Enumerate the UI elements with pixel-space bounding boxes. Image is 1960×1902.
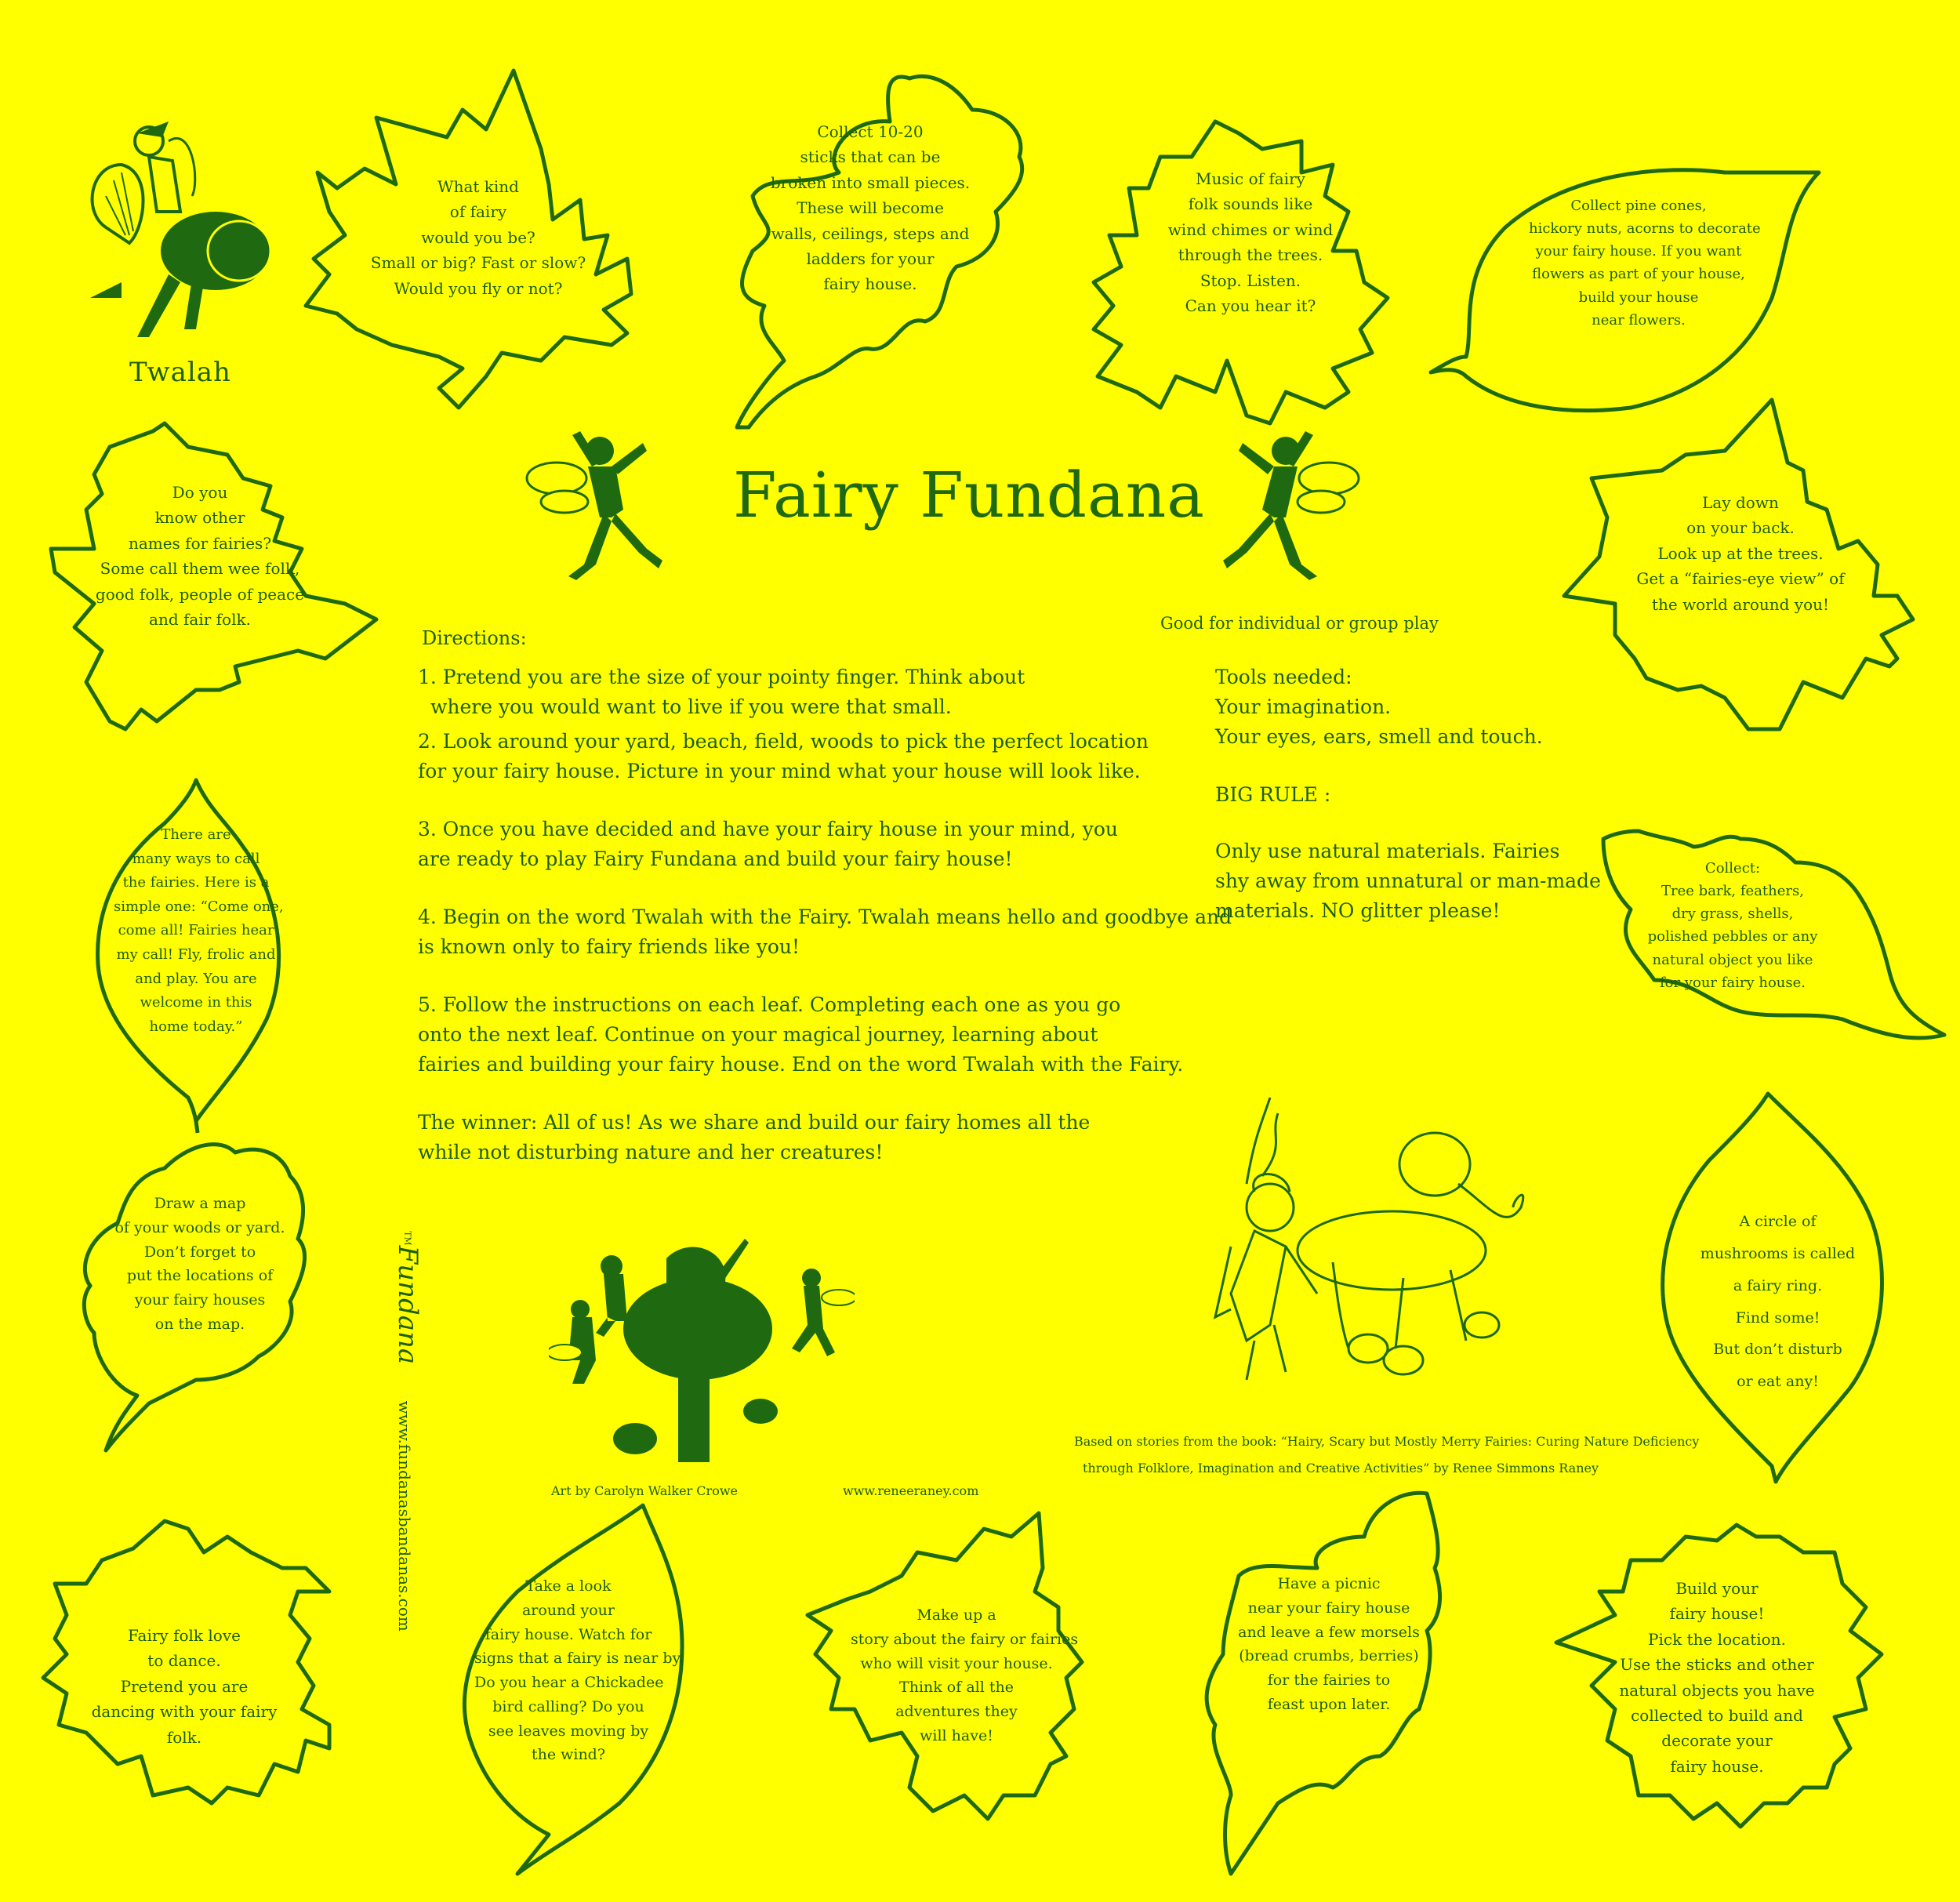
leaf-line: Collect: [1704, 860, 1761, 877]
leaf-line: Build your [1675, 1579, 1759, 1598]
leaf-line: A circle of [1739, 1213, 1817, 1230]
leaf-line: simple one: “Come one, [114, 898, 284, 915]
leaf-line: But don’t disturb [1713, 1341, 1842, 1359]
twalah-fairy-illustration [74, 118, 278, 353]
direction-line: 1. Pretend you are the size of your pointy finger. Think about [418, 666, 1025, 688]
leaf-map [98, 1192, 302, 1337]
leaf-line: to dance. [147, 1651, 221, 1671]
leaf-line: hickory nuts, acorns to decorate [1529, 220, 1761, 238]
leaf-line: fairy house. Watch for [485, 1625, 652, 1643]
leaf-line: near your fairy house [1247, 1599, 1410, 1617]
leaf-line: my call! Fly, frolic and [116, 946, 276, 963]
leaf-line: dancing with your fairy [91, 1702, 278, 1722]
direction-item [418, 902, 1232, 962]
leaf-line: Look up at the trees. [1657, 543, 1824, 563]
leaf-line: broken into small pieces. [770, 172, 971, 192]
leaf-line: of your woods or yard. [114, 1218, 285, 1236]
mushroom-fairies-silhouette [549, 1235, 855, 1470]
leaf-line: who will visit your house. [860, 1654, 1053, 1672]
leaf-line: will have! [920, 1726, 993, 1744]
leaf-line: home today.” [149, 1018, 243, 1035]
leaf-line: and play. You are [135, 970, 257, 987]
leaf-line: bird calling? Do you [492, 1697, 644, 1715]
leaf-line: near flowers. [1592, 311, 1686, 328]
leaf-dance [82, 1623, 286, 1750]
leaf-line: (bread crumbs, berries) [1239, 1647, 1419, 1665]
leaf-line: your fairy houses [134, 1291, 266, 1309]
leaf-line: signs that a fairy is near by. [474, 1650, 684, 1668]
leaf-call [114, 823, 284, 1039]
leaf-line: Tree bark, feathers, [1661, 883, 1804, 900]
leaf-line: Take a look [525, 1577, 612, 1595]
rule-line: materials. NO glitter please! [1215, 899, 1501, 922]
direction-item [418, 990, 1232, 1080]
leaf-line: These will become [797, 198, 944, 218]
direction-item [418, 662, 1232, 722]
leaf-line: Think of all the [899, 1679, 1014, 1697]
leaf-line: Get a “fairies-eye view” of [1636, 569, 1845, 589]
direction-item [418, 727, 1232, 786]
art-credit: Art by Carolyn Walker Crowe [551, 1483, 738, 1498]
leaf-pine [1529, 194, 1761, 332]
leaf-line: welcome in this [140, 994, 252, 1011]
leaf-line: know other [154, 508, 245, 528]
leaf-line: feast upon later. [1267, 1695, 1391, 1713]
leaf-line: on your back. [1686, 518, 1795, 538]
direction-line: 3. Once you have decided and have your fairy house in your mind, you [418, 818, 1118, 840]
leaf-line: for the fairies to [1267, 1672, 1391, 1690]
leaf-line: folk. [166, 1727, 202, 1747]
leaf-line: Pretend you are [120, 1676, 249, 1696]
leaf-line: What kind [437, 177, 519, 196]
leaf-line: of fairy [449, 202, 507, 222]
leaf-line: and leave a few morsels [1238, 1623, 1420, 1641]
leaf-line: sticks that can be [800, 147, 941, 167]
fairy-left-silhouette [525, 423, 674, 588]
leaf-line: fairy house. [823, 274, 917, 294]
leaf-line: through the trees. [1178, 245, 1323, 265]
leaf-line: many ways to call [132, 850, 260, 867]
leaf-line: fairy house! [1669, 1604, 1765, 1624]
leaf-line: build your house [1578, 289, 1699, 306]
leaf-line: ladders for your [806, 249, 935, 268]
leaf-line: natural objects you have [1619, 1680, 1815, 1700]
leaf-sticks [757, 119, 984, 297]
leaf-line: adventures they [895, 1703, 1018, 1721]
leaf-line: names for fairies? [128, 533, 272, 553]
direction-line: for your fairy house. Picture in your mind what your house will look like. [418, 760, 1141, 782]
leaf-line: folk sounds like [1188, 194, 1313, 214]
leaf-line: Collect pine cones, [1570, 198, 1707, 214]
tools-heading: Tools needed: [1215, 666, 1352, 688]
website-link[interactable]: www.reneeraney.com [843, 1483, 979, 1498]
leaf-line: mushrooms is called [1700, 1244, 1856, 1262]
directions-heading: Directions: [422, 627, 527, 649]
direction-line: are ready to play Fairy Fundana and build your fairy house! [418, 848, 1013, 870]
leaf-line: and fair folk. [149, 609, 251, 629]
book-credit [1074, 1428, 1700, 1482]
rule-heading: BIG RULE : [1215, 783, 1331, 806]
direction-item [418, 1108, 1232, 1167]
brand-url[interactable]: www.fundanasbandanas.com [395, 1400, 414, 1632]
direction-line: fairies and building your fairy house. End on the word Twalah with the Fairy. [418, 1053, 1184, 1076]
leaf-line: Make up a [916, 1606, 996, 1624]
direction-line: The winner: All of us! As we share and build our fairy homes all the [418, 1111, 1091, 1134]
leaf-line: natural object you like [1652, 951, 1813, 968]
leaf-lay-down [1623, 490, 1858, 617]
direction-item [418, 815, 1232, 874]
rule-line: Only use natural materials. Fairies [1215, 840, 1560, 862]
leaf-line: Lay down [1702, 493, 1779, 512]
direction-line: onto the next leaf. Continue on your magical journey, learning about [418, 1023, 1098, 1046]
leaf-line: collected to build and [1631, 1705, 1803, 1725]
leaf-line: Draw a map [154, 1195, 246, 1212]
leaf-line: or eat any! [1737, 1373, 1819, 1391]
fairy-right-silhouette [1211, 423, 1360, 588]
leaf-line: would you be? [421, 227, 535, 247]
book-credit-line: through Folklore, Imagination and Creative Activities” by Renee Simmons Raney [1082, 1461, 1599, 1476]
leaf-line: the fairies. Here is a [122, 874, 270, 891]
direction-line: 2. Look around your yard, beach, field, woods to pick the perfect location [418, 730, 1149, 753]
subtitle: Good for individual or group play [1160, 614, 1439, 633]
direction-line: is known only to fairy friends like you! [418, 935, 800, 958]
leaf-line: Music of fairy [1196, 169, 1305, 188]
rule-line: shy away from unnatural or man-made [1215, 869, 1601, 892]
leaf-line: Fairy folk love [128, 1626, 241, 1645]
fairy-chipmunk-illustration [1200, 1090, 1537, 1396]
leaf-line: Use the sticks and other [1620, 1655, 1814, 1675]
leaf-line: for your fairy house. [1659, 974, 1806, 991]
leaf-mushrooms [1690, 1206, 1866, 1398]
leaf-line: polished pebbles or any [1647, 928, 1818, 946]
leaf-line: the world around you! [1651, 594, 1830, 614]
leaf-line: Stop. Listen. [1200, 270, 1301, 290]
brand-tm: TM [402, 1231, 413, 1246]
leaf-line: Collect 10-20 [817, 122, 924, 141]
leaf-names [94, 480, 306, 632]
leaf-line: Do you hear a Chickadee [474, 1674, 664, 1692]
leaf-line: on the map. [154, 1315, 245, 1333]
leaf-line: dry grass, shells, [1671, 906, 1794, 923]
leaf-look [474, 1574, 684, 1767]
leaf-line: Can you hear it? [1185, 296, 1316, 315]
book-credit-line: Based on stories from the book: “Hairy, Scary but Mostly Merry Fairies: Curing Nature Deficiency [1074, 1434, 1700, 1449]
leaf-line: story about the fairy or fairies [851, 1630, 1079, 1648]
leaf-line: Have a picnic [1277, 1575, 1381, 1592]
leaf-line: Would you fly or not? [394, 278, 563, 298]
leaf-line: come all! Fairies hear [118, 922, 274, 939]
twalah-label: Twalah [129, 357, 231, 388]
direction-line: where you would want to live if you were that small. [430, 695, 952, 718]
leaf-what-kind [368, 174, 588, 301]
leaf-line: put the locations of [126, 1267, 274, 1285]
page-title: Fairy Fundana [733, 459, 1205, 532]
leaf-line: a fairy ring. [1733, 1276, 1823, 1294]
brand-logo: Fundana [392, 1245, 423, 1365]
leaf-line: There are [161, 826, 231, 843]
direction-line: 4. Begin on the word Twalah with the Fairy. Twalah means hello and goodbye and [418, 906, 1232, 928]
leaf-line: see leaves moving by [488, 1722, 649, 1740]
leaf-line: flowers as part of your house, [1532, 266, 1745, 283]
tools-line: Your imagination. [1215, 695, 1392, 718]
tools-section [1215, 662, 1601, 926]
leaf-line: Pick the location. [1648, 1629, 1786, 1649]
leaf-music [1152, 166, 1348, 318]
leaf-picnic [1235, 1572, 1423, 1717]
leaf-line: Don’t forget to [143, 1243, 256, 1261]
direction-line: 5. Follow the instructions on each leaf. Completing each one as you go [418, 993, 1121, 1016]
leaf-story [851, 1603, 1079, 1748]
leaf-line: your fairy house. If you want [1535, 243, 1742, 260]
tools-line: Your eyes, ears, smell and touch. [1215, 725, 1543, 748]
leaf-line: wind chimes or wind [1167, 220, 1334, 239]
leaf-line: Do you [172, 483, 228, 502]
leaf-line: fairy house. [1670, 1756, 1764, 1776]
leaf-line: good folk, people of peace [95, 584, 305, 604]
leaf-line: around your [521, 1601, 615, 1619]
leaf-line: Some call them wee folk, [100, 559, 300, 579]
directions-list [418, 662, 1232, 1196]
leaf-line: walls, ceilings, steps and [771, 223, 970, 243]
leaf-collect [1635, 857, 1831, 994]
leaf-build [1603, 1576, 1831, 1779]
direction-line: while not disturbing nature and her creatures! [418, 1141, 884, 1163]
leaf-line: the wind? [531, 1746, 606, 1764]
leaf-line: Small or big? Fast or slow? [370, 253, 586, 273]
leaf-line: decorate your [1661, 1731, 1773, 1751]
leaf-line: Find some! [1735, 1309, 1820, 1327]
